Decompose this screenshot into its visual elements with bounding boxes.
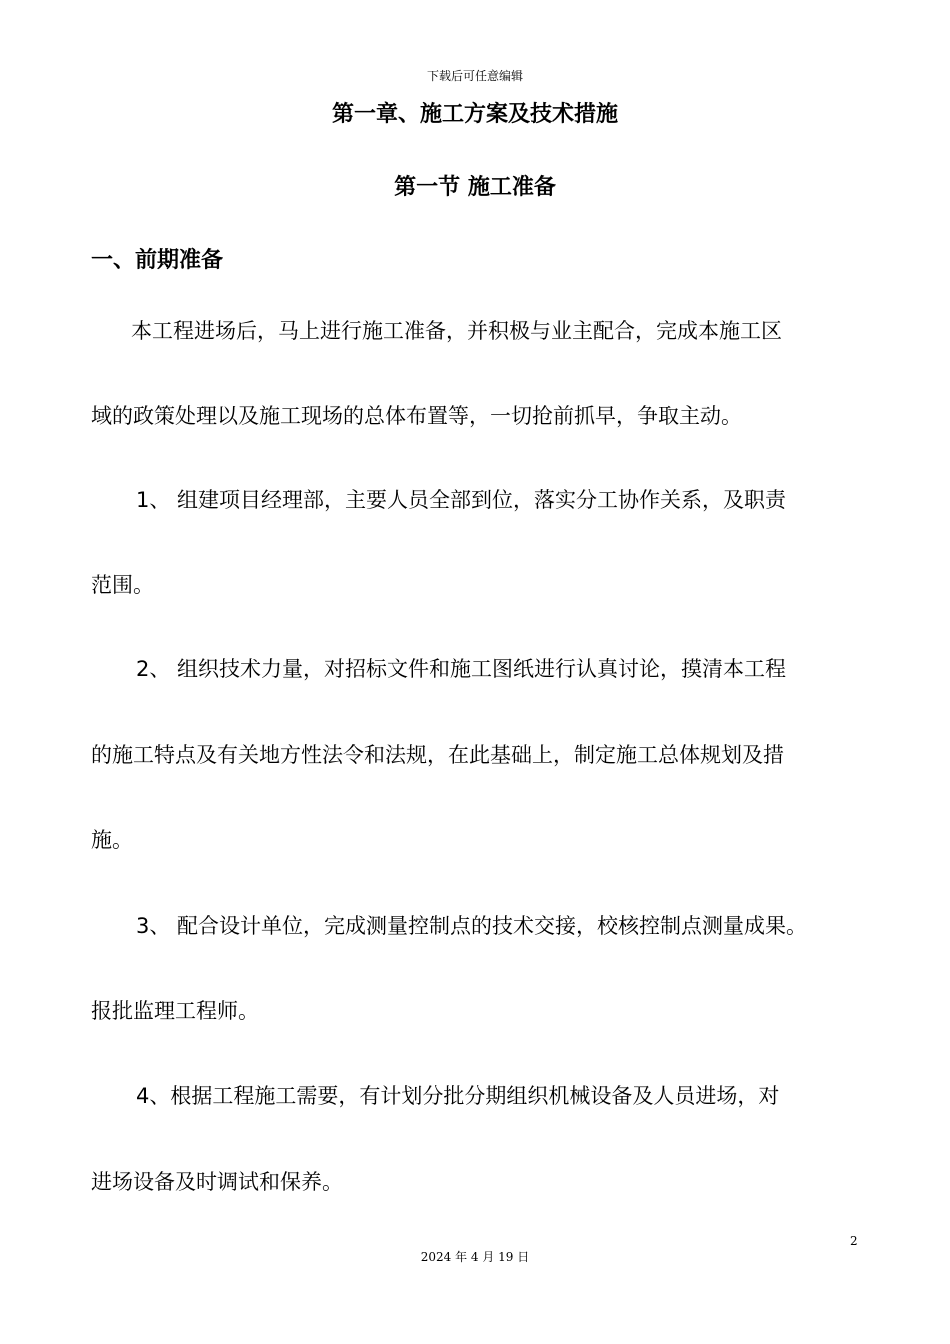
- body-line: 3、 配合设计单位，完成测量控制点的技术交接，校核控制点测量成果。: [136, 914, 808, 938]
- body-line: 1、 组建项目经理部，主要人员全部到位，落实分工协作关系，及职责: [136, 488, 787, 512]
- body-line: 施。: [91, 828, 133, 852]
- header-note: 下载后可任意编辑: [426, 69, 523, 83]
- body-line: 本工程进场后，马上进行施工准备，并积极与业主配合，完成本施工区: [131, 319, 782, 343]
- body-line: 的施工特点及有关地方性法令和法规，在此基础上，制定施工总体规划及措: [91, 743, 784, 767]
- section-title: 第一节 施工准备: [394, 175, 556, 200]
- body-line: 范围。: [91, 573, 154, 597]
- page-number: 2: [850, 1234, 858, 1248]
- footer-date: 2024 年 4 月 19 日: [420, 1250, 530, 1264]
- body-line: 4、根据工程施工需要，有计划分批分期组织机械设备及人员进场，对: [136, 1084, 780, 1108]
- chapter-title: 第一章、施工方案及技术措施: [331, 102, 618, 127]
- body-line: 2、 组织技术力量，对招标文件和施工图纸进行认真讨论，摸清本工程: [136, 657, 787, 681]
- body-line: 报批监理工程师。: [91, 999, 259, 1023]
- body-line: 进场设备及时调试和保养。: [91, 1170, 343, 1194]
- subheading: 一、前期准备: [91, 248, 224, 273]
- body-line: 域的政策处理以及施工现场的总体布置等，一切抢前抓早，争取主动。: [91, 404, 742, 428]
